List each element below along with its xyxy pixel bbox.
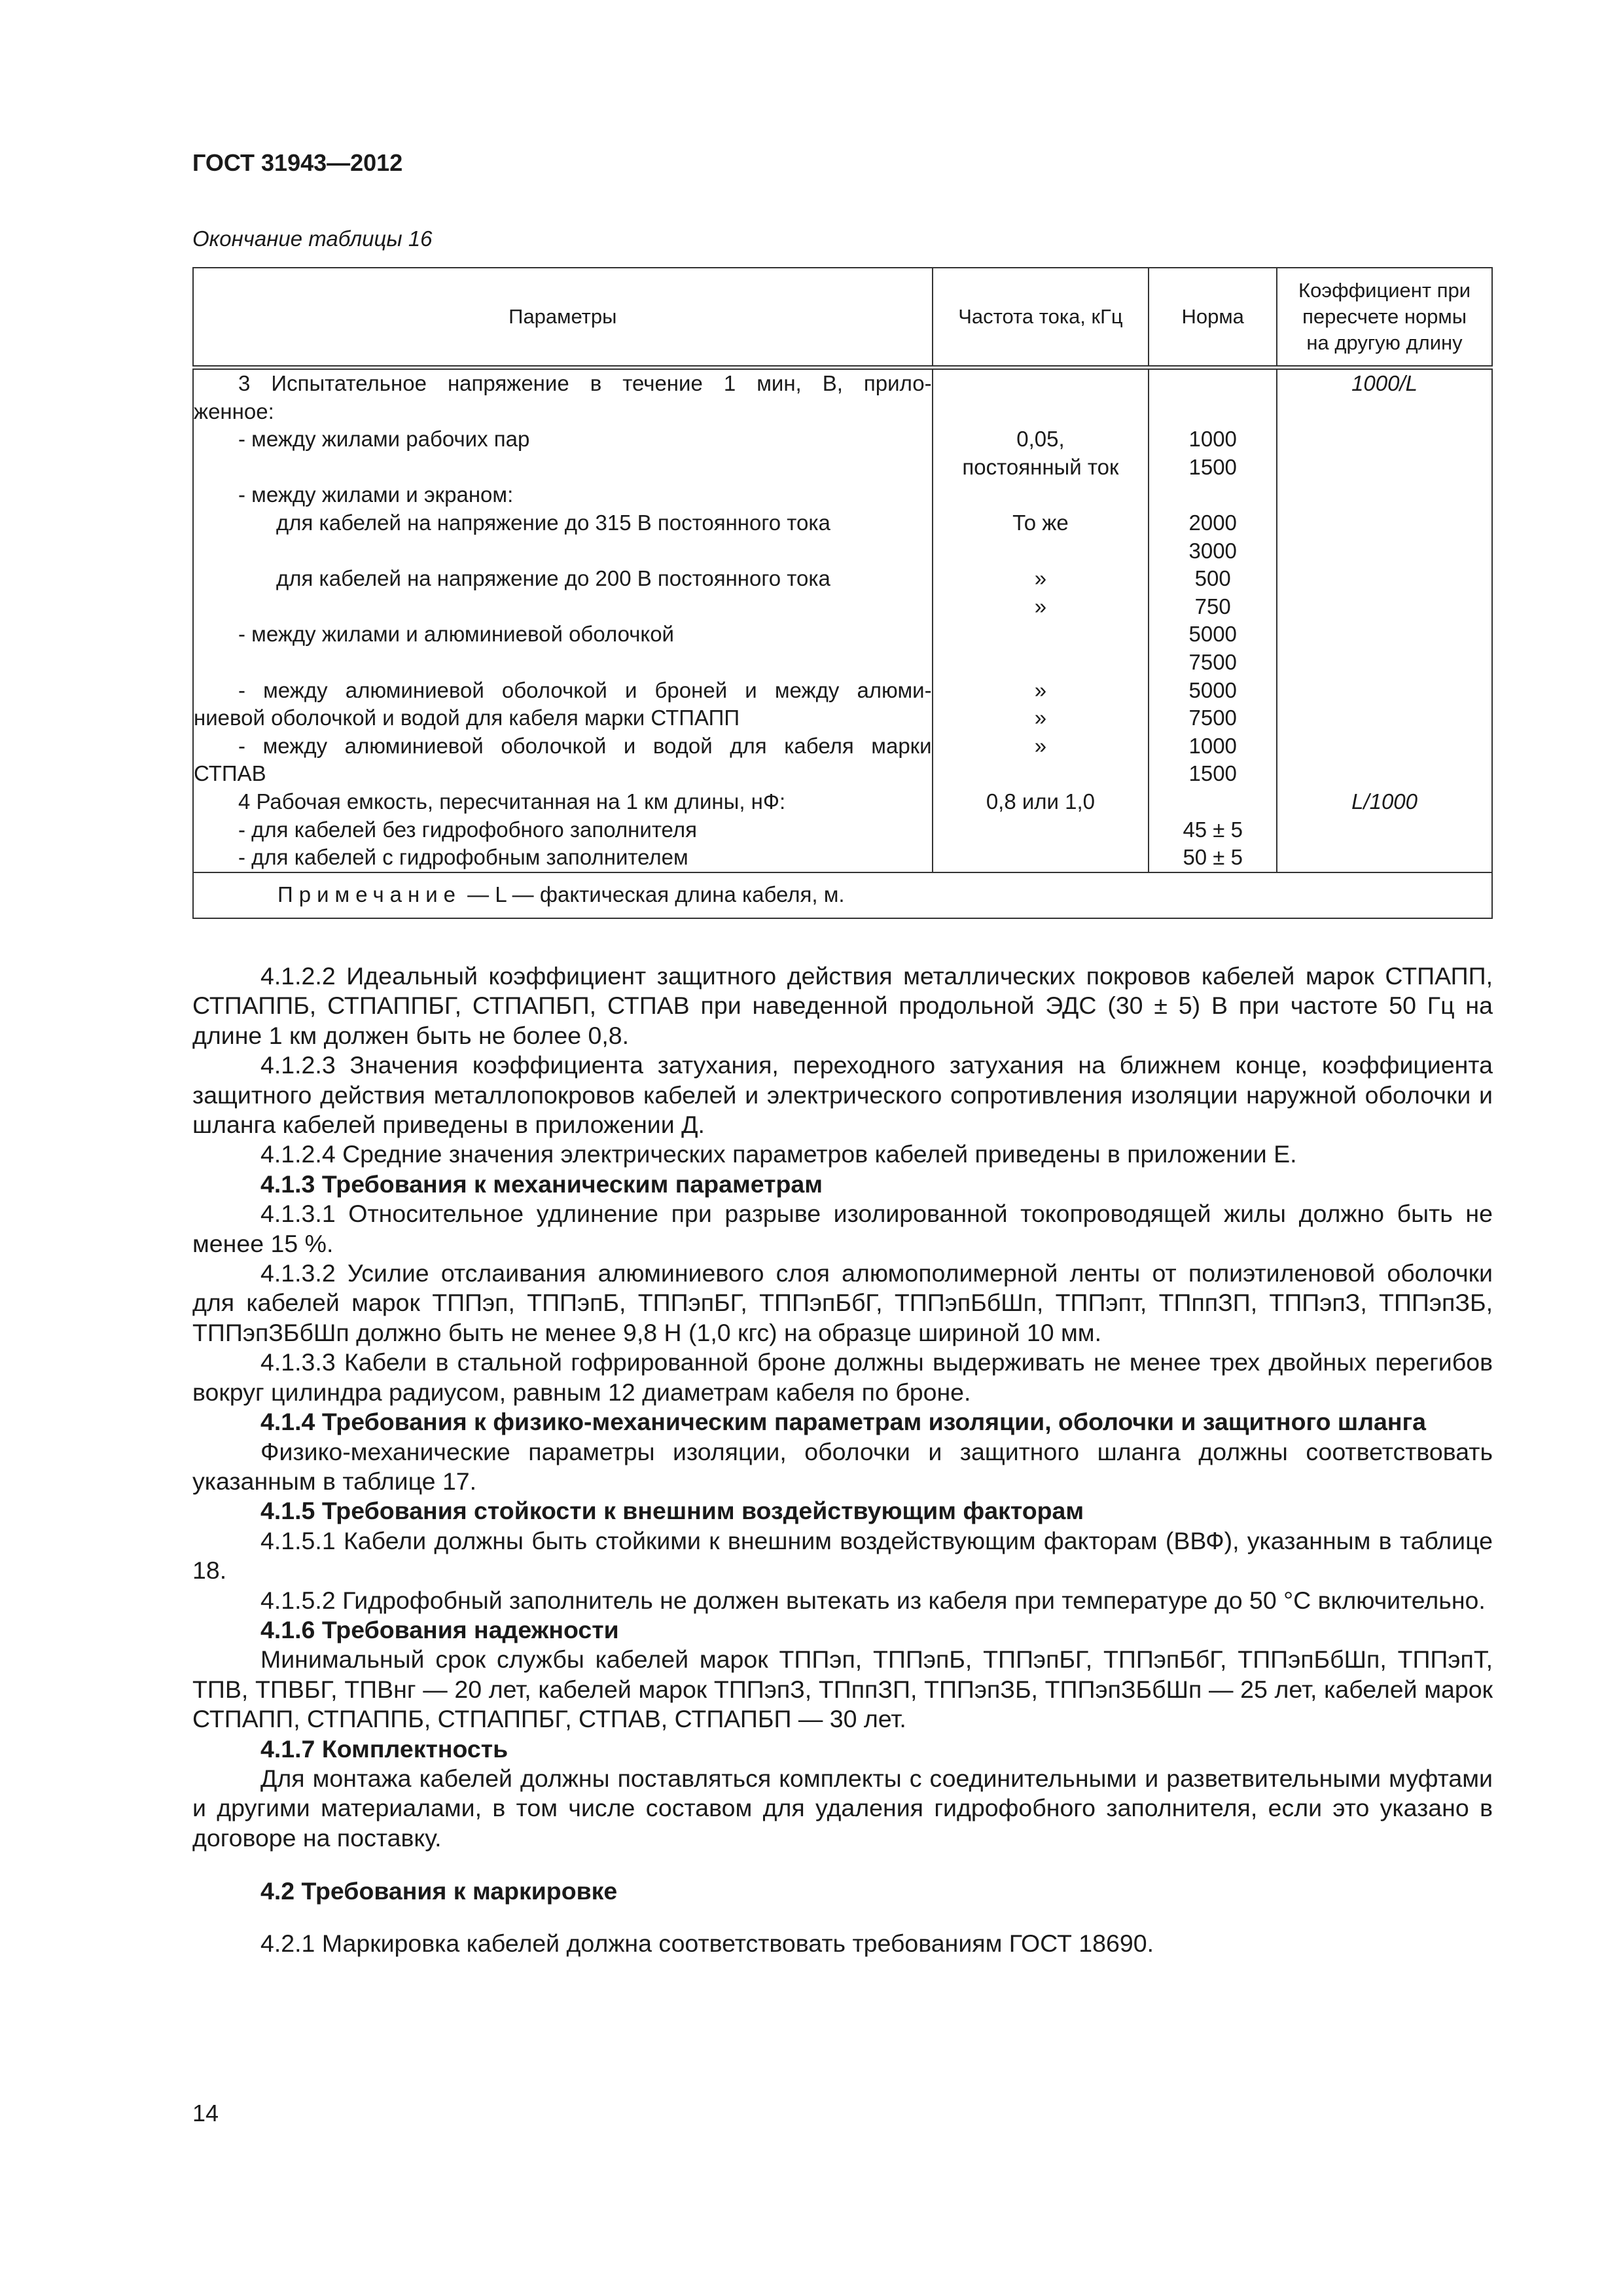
param-line: СТПАВ	[194, 761, 266, 786]
param-line: женное:	[194, 399, 274, 423]
header-norm: Норма	[1149, 268, 1277, 368]
coef-line	[1277, 593, 1491, 621]
section-heading: 4.2 Требования к маркировке	[260, 1877, 618, 1905]
param-line: - между алюминиевой оболочкой и водой для кабеля марки	[238, 733, 932, 758]
freq-line	[933, 537, 1149, 565]
norm-line: 5000	[1188, 677, 1237, 702]
coef-line	[1277, 704, 1491, 732]
freq-line	[933, 398, 1149, 426]
coef-line	[1277, 425, 1491, 454]
table-note-row	[193, 872, 1492, 918]
paragraph: 4.1.3.1 Относительное удлинение при разрыве изолированной токопроводящей жилы должно быть не менее 15 %.	[192, 1200, 1493, 1257]
coef-line	[1277, 565, 1491, 593]
freq-line	[933, 844, 1149, 872]
param-line	[194, 537, 932, 565]
page-number: 14	[192, 2100, 219, 2126]
norm-line: 5000	[1188, 622, 1237, 647]
section-heading: 4.1.6 Требования надежности	[260, 1615, 619, 1643]
freq-line: 0,8 или 1,0	[986, 789, 1096, 814]
section-heading: 4.1.5 Требования стойкости к внешним воздействующим факторам	[260, 1497, 1084, 1525]
param-line: ниевой оболочкой и водой для кабеля марки СТПАПП	[194, 706, 740, 730]
coef-line	[1277, 844, 1491, 872]
table-note	[193, 872, 1492, 918]
paragraph: 4.1.5.2 Гидрофобный заполнитель не должен вытекать из кабеля при температуре до 50 °С включительно.	[260, 1586, 1486, 1614]
freq-line: 0,05,	[1016, 427, 1065, 452]
param-line: - для кабелей без гидрофобного заполнителя	[238, 817, 697, 842]
param-line: - между жилами и алюминиевой оболочкой	[238, 622, 674, 647]
norm-line: 50 ± 5	[1183, 845, 1243, 870]
norm-line	[1149, 398, 1276, 426]
coef-line	[1277, 677, 1491, 705]
paragraph: 4.1.3.2 Усилие отслаивания алюминиевого слоя алюмополимерной ленты от полиэтиленовой оболочки для кабелей марок ТППэп, ТППэпБ, ТППэпБГ, ТППэпБбГ, ТППэпБбШп, ТППэпт, ТПппЗП, ТППэпЗ, ТППэпЗБ, ТППэпЗБбШп должно быть не менее 9,8 Н (1,0 кгс) на образце шириной 10 мм.	[192, 1259, 1493, 1346]
coef-line	[1277, 760, 1491, 788]
norm-line: 45 ± 5	[1183, 817, 1243, 842]
norm-line: 2000	[1188, 510, 1237, 535]
params-cell	[193, 368, 933, 872]
coef-line: L/1000	[1351, 789, 1418, 814]
paragraph: Для монтажа кабелей должны поставляться комплекты с соединительными и разветвительными муфтами и другими материалами, в том числе составом для удаления гидрофобного заполнителя, если это указано в договоре на поставку.	[192, 1764, 1493, 1852]
paragraph: 4.1.3.3 Кабели в стальной гофрированной броне должны выдерживать не менее трех двойных перегибов вокруг цилиндра радиусом, равным 12 диаметрам кабеля по броне.	[192, 1348, 1493, 1406]
section-heading: 4.1.4 Требования к физико-механическим параметрам изоляции, оболочки и защитного шланга	[260, 1408, 1426, 1436]
coef-line	[1277, 732, 1491, 761]
coef-line	[1277, 454, 1491, 482]
freq-line: постоянный ток	[962, 454, 1119, 479]
coef-line	[1277, 649, 1491, 677]
coef-line	[1277, 398, 1491, 426]
norm-line	[1149, 370, 1276, 398]
coef-line	[1277, 620, 1491, 649]
norm-line	[1149, 788, 1276, 816]
note-text: — L — фактическая длина кабеля, м.	[461, 882, 845, 907]
param-line: для кабелей на напряжение до 200 В постоянного тока	[276, 566, 830, 591]
paragraph: 4.1.2.4 Средние значения электрических параметров кабелей приведены в приложении Е.	[260, 1140, 1297, 1168]
table-caption: Окончание таблицы 16	[192, 226, 433, 251]
freq-line	[933, 481, 1149, 509]
freq-line	[933, 649, 1149, 677]
norm-line	[1149, 481, 1276, 509]
norm-line: 7500	[1188, 706, 1237, 730]
document-header: ГОСТ 31943—2012	[192, 149, 403, 176]
note-label: Примечание	[277, 882, 462, 907]
table-header-row	[193, 268, 1492, 368]
freq-line: »	[1034, 733, 1047, 758]
paragraph: Физико-механические параметры изоляции, оболочки и защитного шланга должны соответствовать указанным в таблице 17.	[192, 1437, 1493, 1495]
norm-line: 1000	[1188, 427, 1237, 452]
norm-line: 500	[1194, 566, 1231, 591]
freq-line: »	[1034, 677, 1047, 702]
freq-line	[933, 760, 1149, 788]
param-line	[194, 593, 932, 621]
header-coefficient: Коэффициент при пересчете нормы на другую длину	[1277, 268, 1492, 368]
param-line: 4 Рабочая емкость, пересчитанная на 1 км длины, нФ:	[238, 789, 786, 814]
coef-line	[1277, 481, 1491, 509]
freq-line: »	[1034, 706, 1047, 730]
section-heading: 4.1.7 Комплектность	[260, 1734, 508, 1763]
freq-line	[933, 370, 1149, 398]
header-parameters: Параметры	[193, 268, 933, 368]
coef-line	[1277, 816, 1491, 844]
freq-line	[933, 816, 1149, 844]
paragraph: 4.1.2.2 Идеальный коэффициент защитного действия металлических покровов кабелей марок СТПАПП, СТПАППБ, СТПАППБГ, СТПАПБП, СТПАВ при наведенной продольной ЭДС (30 ± 5) В при частоте 50 Гц на длине 1 км должен быть не более 0,8.	[192, 962, 1493, 1049]
frequency-cell	[933, 368, 1149, 872]
freq-line: »	[1034, 566, 1047, 591]
parameters-table	[192, 267, 1493, 919]
coef-line	[1277, 537, 1491, 565]
norm-line: 1500	[1188, 761, 1237, 786]
paragraph: 4.1.5.1 Кабели должны быть стойкими к внешним воздействующим факторам (ВВФ), указанным в таблице 18.	[192, 1526, 1493, 1585]
norm-line: 7500	[1188, 649, 1237, 674]
param-line: - между алюминиевой оболочкой и броней и между алюми-	[238, 677, 932, 702]
param-line	[194, 649, 932, 677]
norm-line: 1000	[1188, 733, 1237, 758]
param-line: - между жилами рабочих пар	[238, 427, 530, 452]
paragraph: 4.2.1 Маркировка кабелей должна соответствовать требованиям ГОСТ 18690.	[260, 1929, 1154, 1957]
param-line: - между жилами и экраном:	[238, 482, 514, 507]
norm-line: 3000	[1188, 538, 1237, 563]
freq-line: То же	[1012, 510, 1069, 535]
freq-line	[933, 620, 1149, 649]
coef-line: 1000/L	[1351, 371, 1418, 395]
param-line: для кабелей на напряжение до 315 В постоянного тока	[276, 510, 830, 535]
coefficient-cell	[1277, 368, 1492, 872]
body-text	[192, 961, 1493, 1958]
table-body-row	[193, 368, 1492, 872]
norm-line: 1500	[1188, 454, 1237, 479]
norm-cell	[1149, 368, 1277, 872]
coef-line	[1277, 509, 1491, 537]
param-line: - для кабелей с гидрофобным заполнителем	[238, 845, 688, 870]
param-line: 3 Испытательное напряжение в течение 1 мин, В, прило-	[238, 371, 932, 395]
paragraph: 4.1.2.3 Значения коэффициента затухания, переходного затухания на ближнем конце, коэффициента защитного действия металлопокровов кабелей и электрического сопротивления изоляции наружной оболочки и шланга кабелей приведены в приложении Д.	[192, 1051, 1493, 1139]
section-heading: 4.1.3 Требования к механическим параметрам	[260, 1170, 823, 1198]
norm-line: 750	[1194, 594, 1231, 619]
paragraph: Минимальный срок службы кабелей марок ТППэп, ТППэпБ, ТППэпБГ, ТППэпБбГ, ТППэпБбШп, ТППэпТ, ТПВ, ТПВБГ, ТПВнг — 20 лет, кабелей марок ТППэпЗ, ТПппЗП, ТППэпЗБ, ТППэпЗБбШп — 25 лет, кабелей марок СТПАПП, СТПАППБ, СТПАППБГ, СТПАВ, СТПАПБП — 30 лет.	[192, 1645, 1493, 1733]
param-line	[194, 454, 932, 482]
header-frequency: Частота тока, кГц	[933, 268, 1149, 368]
freq-line: »	[1034, 594, 1047, 619]
